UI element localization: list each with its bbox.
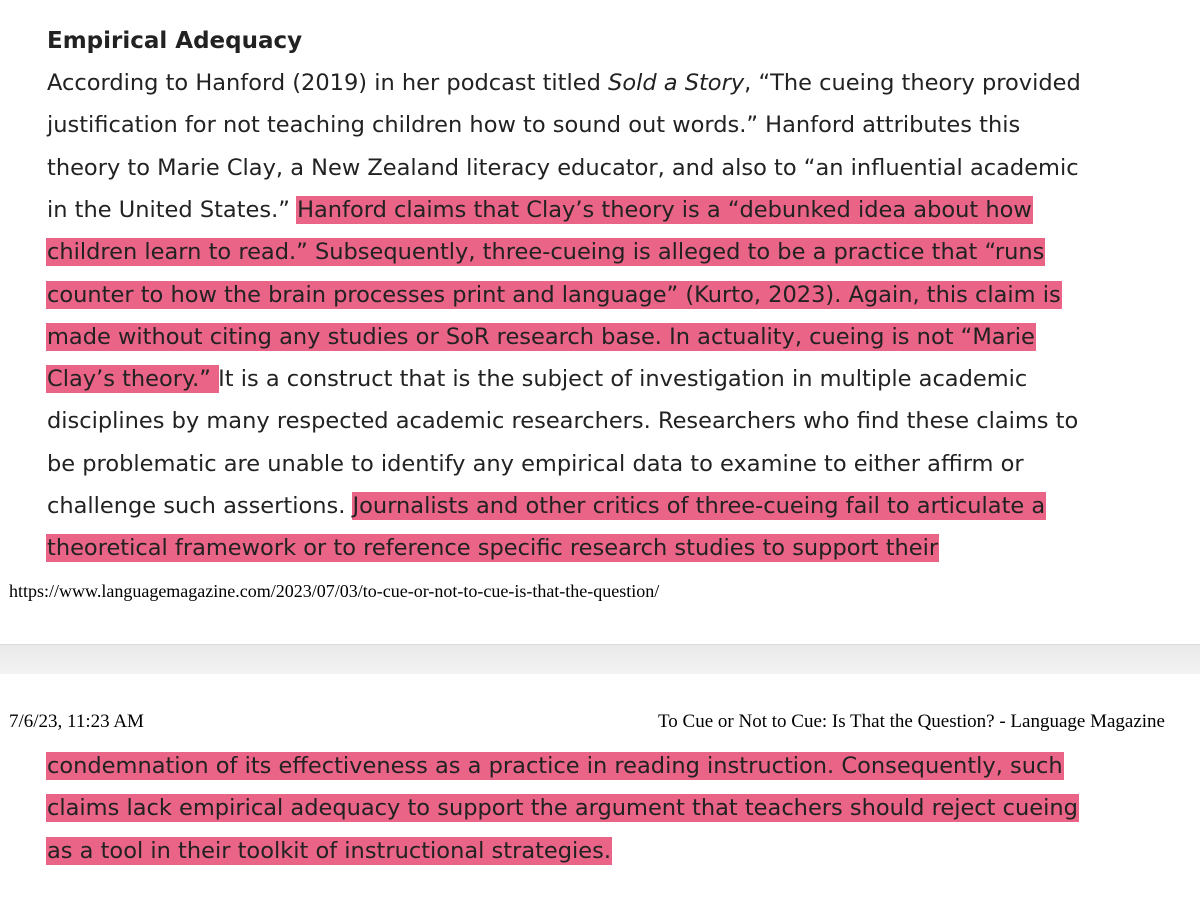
text-line: [47, 528, 938, 568]
section-heading: Empirical Adequacy: [47, 28, 303, 54]
highlighted-text: made without citing any studies or SoR research base. In actuality, cueing is not “Marie: [47, 323, 1035, 350]
text-segment: theory to Marie Clay, a New Zealand literacy educator, and also to “an influential academic: [47, 154, 1079, 181]
page-break: [0, 644, 1200, 676]
text-line: [47, 831, 611, 871]
highlighted-text: Hanford claims that Clay’s theory is a “debunked idea about how: [297, 196, 1032, 223]
text-line: [47, 317, 1035, 357]
text-line: [47, 359, 1027, 399]
highlighted-text: claims lack empirical adequacy to support the argument that teachers should reject cueing: [47, 795, 1078, 822]
text-segment: justification for not teaching children how to sound out words.” Hanford attributes this: [47, 112, 1021, 139]
text-line: [47, 105, 1020, 145]
highlighted-text: children learn to read.” Subsequently, three-cueing is alleged to be a practice that “runs: [47, 239, 1045, 266]
text-segment: disciplines by many respected academic researchers. Researchers who find these claims to: [47, 408, 1079, 435]
highlighted-text: Journalists and other critics of three-cueing fail to articulate a: [352, 493, 1046, 519]
print-page-title: To Cue or Not to Cue: Is That the Question? - Language Magazine: [658, 711, 1165, 732]
text-segment: According to Hanford (2019) in her podcast titled: [47, 70, 609, 96]
text-line: [47, 232, 1044, 272]
text-segment: It is a construct that is the subject of investigation in multiple academic: [218, 366, 1028, 393]
text-line: [47, 190, 1032, 230]
highlighted-text: Clay’s theory.”: [47, 366, 219, 393]
text-line: [47, 486, 1045, 526]
print-timestamp: 7/6/23, 11:23 AM: [9, 711, 144, 732]
text-line: [47, 746, 1063, 786]
highlighted-text: as a tool in their toolkit of instructional strategies.: [47, 837, 612, 864]
text-line: [47, 444, 1024, 484]
text-segment: be problematic are unable to identify any empirical data to examine to either affirm or: [47, 450, 1024, 477]
text-line: [47, 63, 1081, 103]
text-segment: , “The cueing theory provided: [744, 70, 1081, 96]
footer-url: https://www.languagemagazine.com/2023/07/03/to-cue-or-not-to-cue-is-that-the-question/: [9, 581, 660, 601]
text-line: [47, 788, 1078, 828]
text-line: [47, 401, 1078, 441]
text-segment: Sold a Story: [608, 70, 745, 96]
text-segment: challenge such assertions.: [47, 493, 353, 519]
text-segment: in the United States.”: [47, 196, 298, 223]
text-line: [47, 148, 1079, 188]
highlighted-text: counter to how the brain processes print and language” (Kurto, 2023). Again, this claim is: [47, 281, 1061, 308]
highlighted-text: theoretical framework or to reference specific research studies to support their: [47, 535, 939, 562]
highlighted-text: condemnation of its effectiveness as a practice in reading instruction. Consequently, such: [47, 753, 1063, 779]
text-line: [47, 275, 1061, 315]
